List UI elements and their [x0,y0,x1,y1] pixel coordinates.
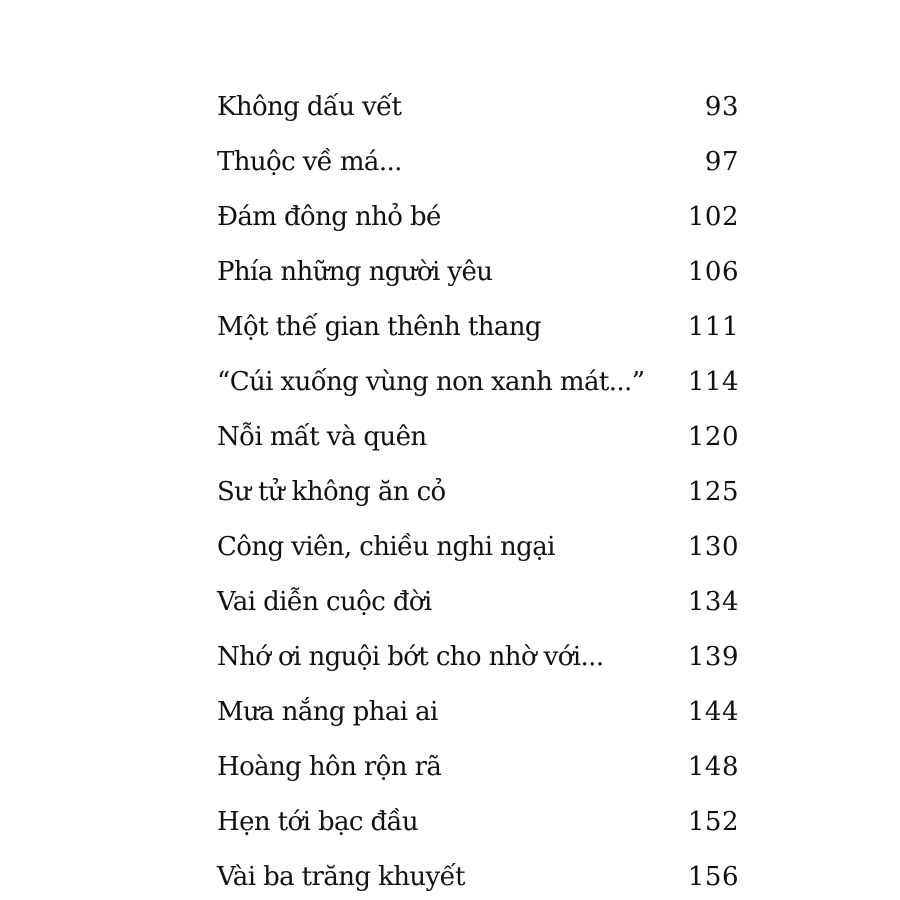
toc-entry [217,850,739,900]
toc-entry-page-number: 139 [687,642,739,672]
toc-entry-title: Vài ba trăng khuyết [217,862,465,892]
toc-entry-title: Sư tử không ăn cỏ [217,477,446,507]
toc-entry-title: Hẹn tới bạc đầu [217,807,419,837]
toc-entry-page-number: 114 [687,367,739,397]
toc-entry [217,630,739,685]
toc-entry-page-number: 148 [687,752,739,782]
toc-entry [217,300,739,355]
toc-entry-page-number: 152 [687,807,739,837]
toc-entry-title: Không dấu vết [217,92,402,122]
toc-entry [217,740,739,795]
toc-entry [217,190,739,245]
toc-entry-title: “Cúi xuống vùng non xanh mát...” [217,367,645,397]
toc-entry-page-number: 130 [687,532,739,562]
toc-entry-page-number: 102 [687,202,739,232]
toc-entry-page-number: 125 [687,477,739,507]
toc-entry [217,795,739,850]
toc-entry-title: Công viên, chiều nghi ngại [217,532,555,562]
toc-entry [217,80,739,135]
table-of-contents [217,80,739,900]
toc-entry [217,685,739,740]
toc-entry-title: Mưa nắng phai ai [217,697,438,727]
toc-entry [217,465,739,520]
toc-entry-title: Thuộc về má... [217,147,402,177]
toc-entry [217,135,739,190]
toc-entry-page-number: 156 [687,862,739,892]
toc-entry-page-number: 106 [687,257,739,287]
toc-entry-page-number: 120 [687,422,739,452]
toc-entry [217,520,739,575]
toc-entry [217,410,739,465]
toc-entry [217,575,739,630]
toc-entry-title: Nỗi mất và quên [217,422,427,452]
toc-entry-title: Vai diễn cuộc đời [217,587,432,617]
toc-entry [217,245,739,300]
toc-entry-title: Nhớ ơi nguội bớt cho nhờ với... [217,642,604,672]
toc-entry-title: Đám đông nhỏ bé [217,202,441,232]
toc-entry-title: Một thế gian thênh thang [217,312,541,342]
toc-entry-page-number: 134 [687,587,739,617]
toc-entry-title: Hoàng hôn rộn rã [217,752,442,782]
toc-entry [217,355,739,410]
toc-entry-page-number: 97 [704,147,739,177]
toc-entry-page-number: 111 [687,312,739,342]
toc-entry-page-number: 144 [687,697,739,727]
toc-entry-page-number: 93 [704,92,739,122]
toc-entry-title: Phía những người yêu [217,257,493,287]
